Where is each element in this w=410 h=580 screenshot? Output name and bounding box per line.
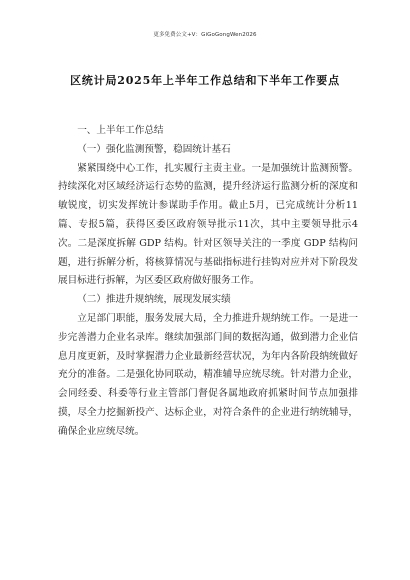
header-note: 更多免费公文+V：GiGoGongWen2026: [153, 32, 257, 38]
section-1-heading: 一、上半年工作总结: [77, 125, 164, 136]
document-body: [58, 122, 358, 442]
paragraph-1: 紧紧围绕中心工作，扎实履行主责主业。一是加强统计监测预警。持续深化对区域经济运行态势的监测，提升经济运行监测分析的深度和敏锐度，切实发挥统计参谋助手作用。截止5月，已完成统计分析11篇、专报5篇，获得区委区政府领导批示11次，其中主要领导批示4次。二是深度拆解 GDP 结构。针对区领导关注的一季度 GDP 结构问题，进行拆解分析，将核算情况与基础指标进行挂钩对应并对下阶段发展目标进行拆解，为区委区政府做好服务工作。: [58, 162, 358, 287]
paragraph-2: 立足部门职能，服务发展大局，全力推进升规纳统工作。一是进一步完善潜力企业名录库。继续加强部门间的数据沟通，做到潜力企业信息月度更新，及时掌握潜力企业最新经营状况，为年内各阶段纳统做好充分的准备。二是强化协同联动，精准辅导应统尽统。针对潜力企业，会同经委、科委等行业主管部门督促各属地政府抓紧时间节点加强排摸，尽全力挖掘新投产、达标企业，对符合条件的企业进行纳统辅导，确保企业应统尽统。: [58, 312, 358, 437]
subsection-2-heading: （二）推进升规纳统，展现发展实绩: [77, 294, 231, 306]
subsection-1-heading: （一）强化监测预警，稳固统计基石: [77, 143, 231, 155]
document-title: 区统计局2025年上半年工作总结和下半年工作要点: [70, 74, 340, 87]
